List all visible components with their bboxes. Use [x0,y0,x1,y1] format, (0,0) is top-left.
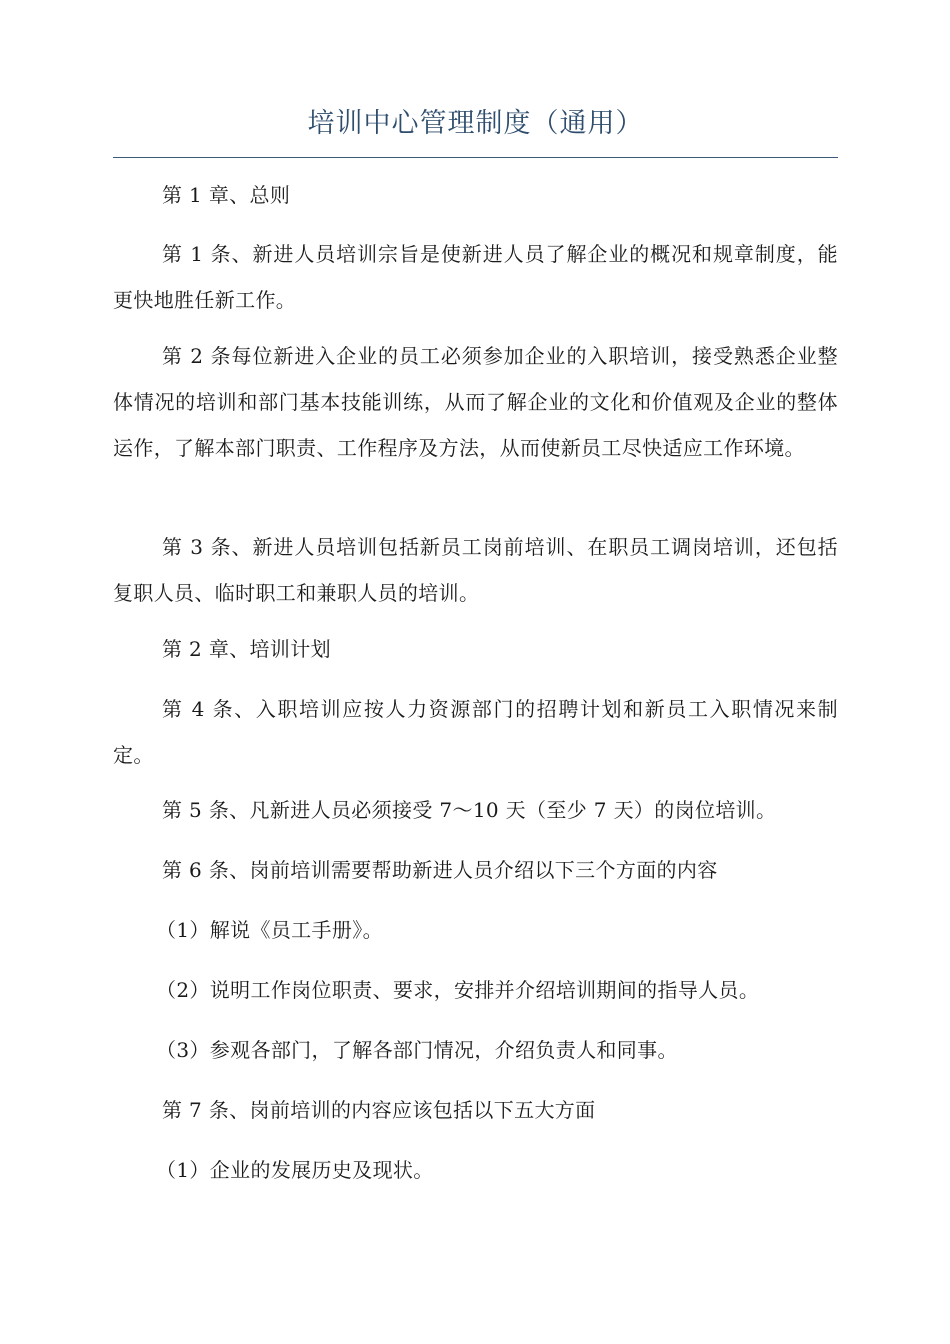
article-5-paragraph: 第 5 条、凡新进人员必须接受 7～10 天（至少 7 天）的岗位培训。 [162,798,777,822]
article-7-item-1: （1）企业的发展历史及现状。 [156,1158,434,1182]
article-6-item-2: （2）说明工作岗位职责、要求，安排并介绍培训期间的指导人员。 [156,978,760,1002]
article-6-item-1: （1）解说《员工手册》。 [156,918,383,942]
article-4-paragraph: 第 4 条、入职培训应按人力资源部门的招聘计划和新员工入职情况来制定。 [113,697,838,767]
article-1-paragraph: 第 1 条、新进人员培训宗旨是使新进人员了解企业的概况和规章制度，能更快地胜任新工作。 [113,242,838,312]
article-7-paragraph: 第 7 条、岗前培训的内容应该包括以下五大方面 [162,1098,596,1122]
article-6-item-3: （3）参观各部门，了解各部门情况，介绍负责人和同事。 [156,1038,678,1062]
chapter-1-heading: 第 1 章、总则 [162,183,291,207]
article-2-paragraph: 第 2 条每位新进入企业的员工必须参加企业的入职培训，接受熟悉企业整体情况的培训和部门基本技能训练，从而了解企业的文化和价值观及企业的整体运作，了解本部门职责、工作程序及方法，从而使新员工尽快适应工作环境。 [113,344,838,460]
document-title: 培训中心管理制度（通用） [307,108,644,139]
chapter-2-heading: 第 2 章、培训计划 [162,637,331,661]
article-6-paragraph: 第 6 条、岗前培训需要帮助新进人员介绍以下三个方面的内容 [162,858,718,882]
article-3-paragraph: 第 3 条、新进人员培训包括新员工岗前培训、在职员工调岗培训，还包括复职人员、临时职工和兼职人员的培训。 [113,535,838,605]
title-underline-divider [113,157,838,158]
